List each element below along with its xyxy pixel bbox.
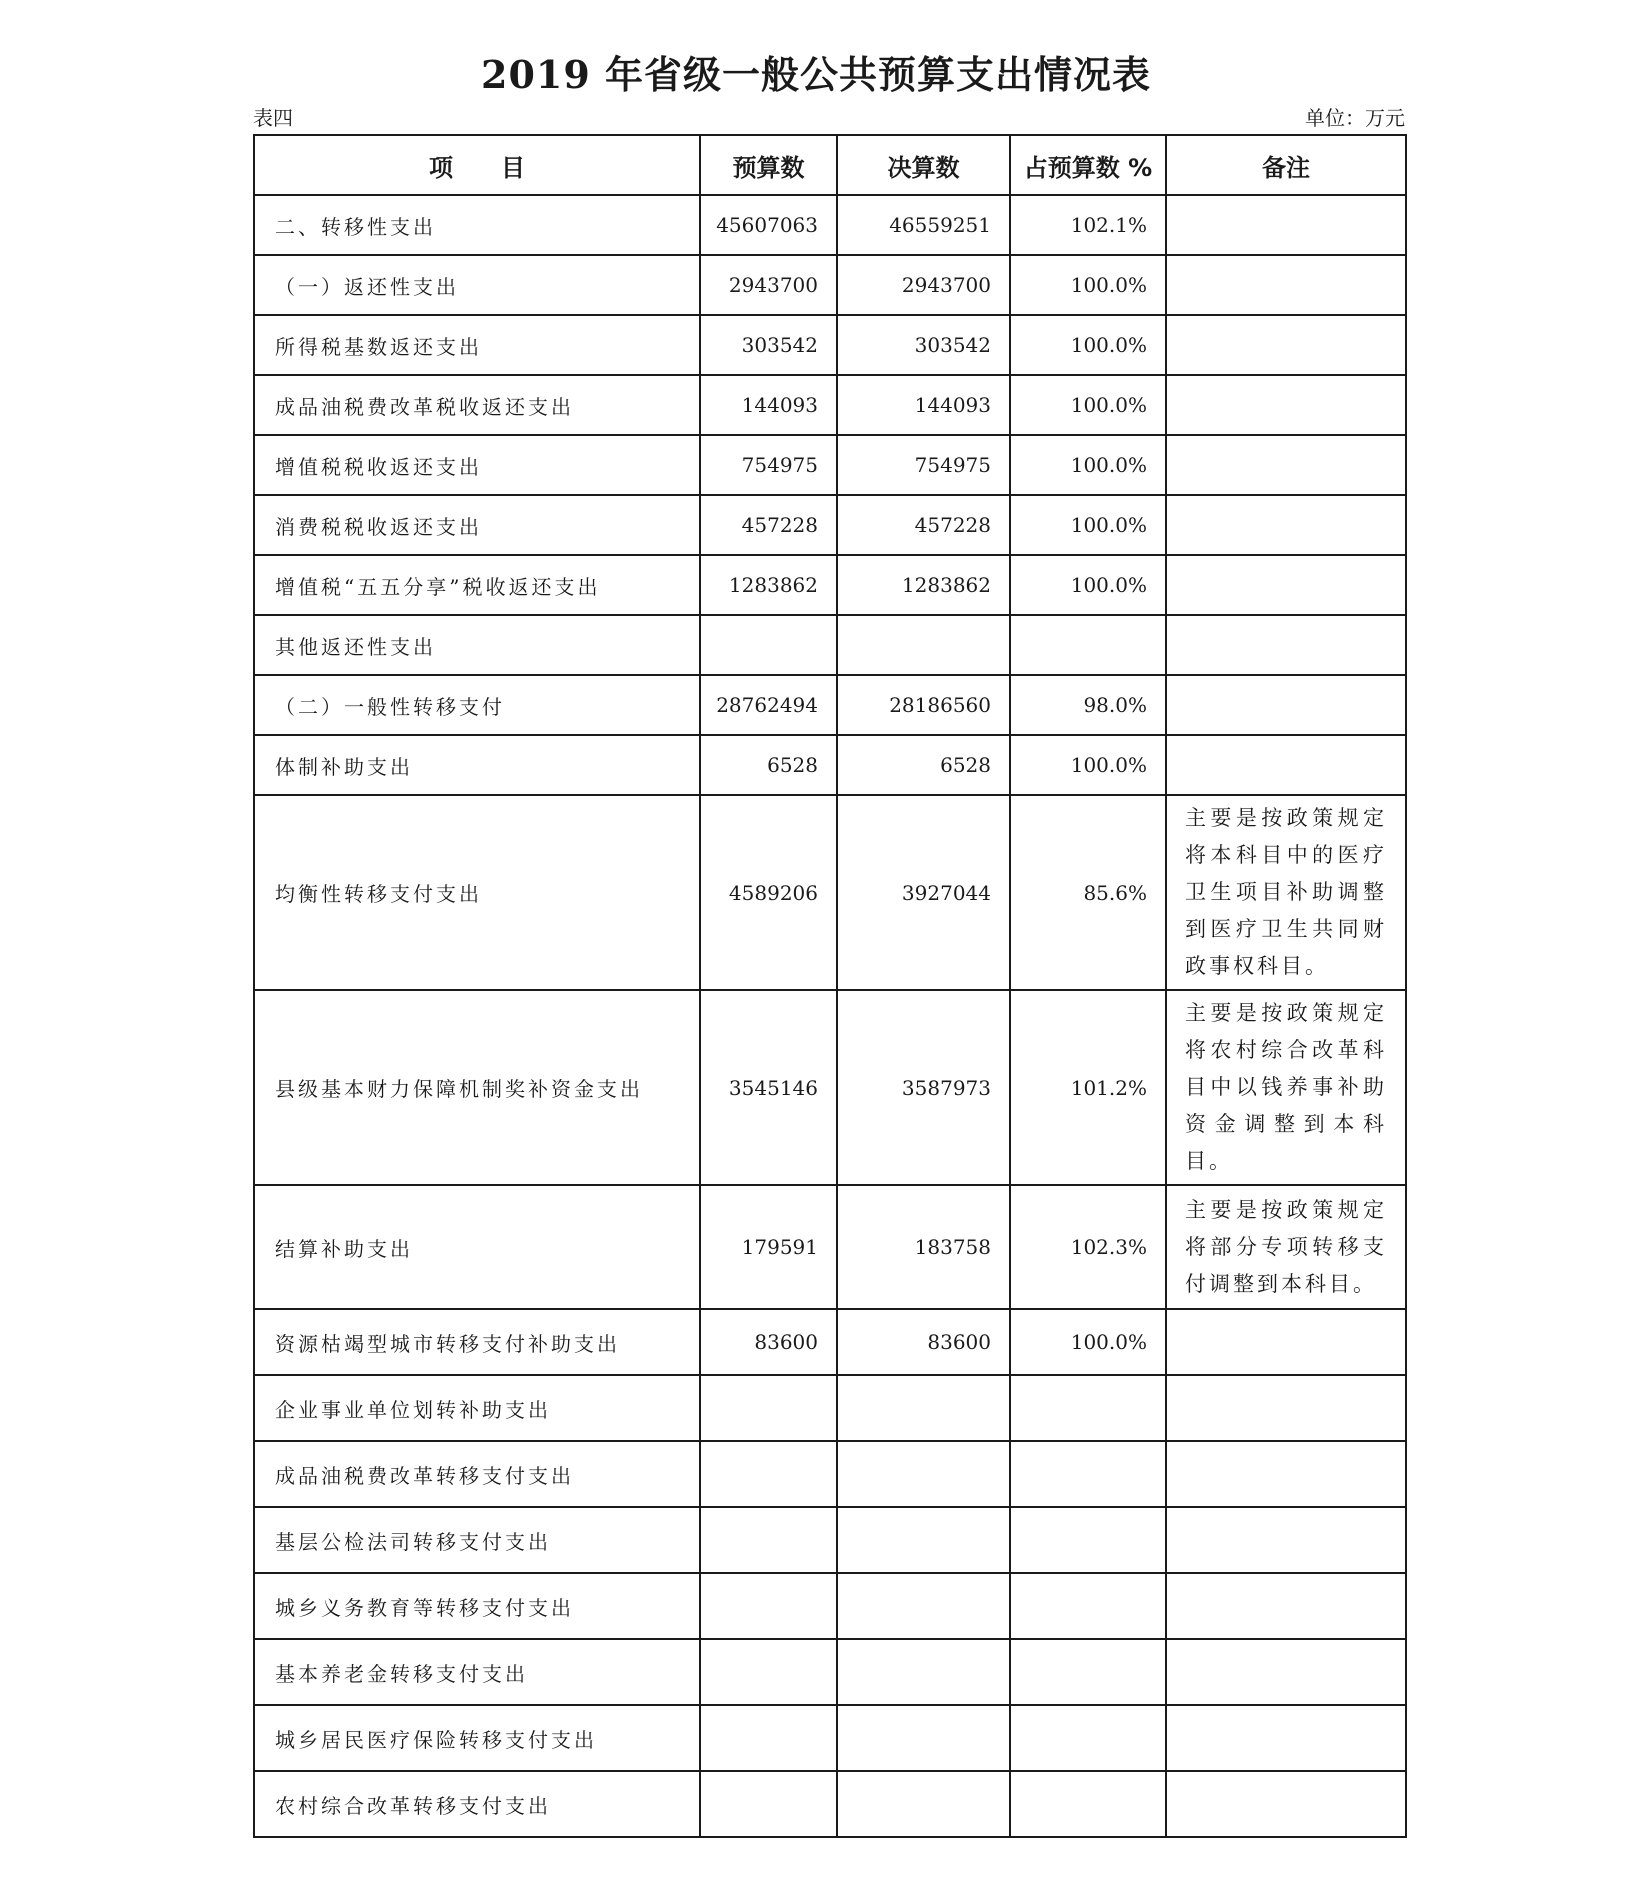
row-final: 1283862 [837,555,1010,615]
row-final: 144093 [837,375,1010,435]
table-row [254,615,1406,675]
row-final: 754975 [837,435,1010,495]
row-item: 基层公检法司转移支付支出 [254,1507,700,1573]
row-item: 城乡义务教育等转移支付支出 [254,1573,700,1639]
row-item: （一）返还性支出 [254,255,700,315]
row-note [1166,1309,1406,1375]
row-note: 主要是按政策规定将农村综合改革科目中以钱养事补助资金调整到本科目。 [1166,990,1406,1185]
row-note [1166,1507,1406,1573]
table-row [254,990,1406,1185]
row-note [1166,615,1406,675]
row-item: 增值税税收返还支出 [254,435,700,495]
table-row [254,1573,1406,1639]
row-ratio: 101.2% [1010,990,1166,1185]
row-final: 46559251 [837,195,1010,255]
table-row [254,735,1406,795]
row-final: 6528 [837,735,1010,795]
row-item: 县级基本财力保障机制奖补资金支出 [254,990,700,1185]
row-note: 主要是按政策规定将本科目中的医疗卫生项目补助调整到医疗卫生共同财政事权科目。 [1166,795,1406,990]
row-budget: 83600 [700,1309,837,1375]
row-ratio: 100.0% [1010,555,1166,615]
table-row [254,255,1406,315]
table-row [254,1639,1406,1705]
page-title: 2019 年省级一般公共预算支出情况表 [481,52,1151,97]
table-row [254,1441,1406,1507]
table-header-row [254,135,1406,195]
table-row [254,795,1406,990]
row-ratio: 100.0% [1010,735,1166,795]
row-budget [700,1771,837,1837]
row-budget: 6528 [700,735,837,795]
row-item: 成品油税费改革税收返还支出 [254,375,700,435]
row-budget: 3545146 [700,990,837,1185]
row-final [837,1573,1010,1639]
row-budget [700,1639,837,1705]
row-final: 83600 [837,1309,1010,1375]
table-row [254,495,1406,555]
row-ratio: 100.0% [1010,495,1166,555]
row-ratio: 85.6% [1010,795,1166,990]
row-budget: 457228 [700,495,837,555]
table-row [254,195,1406,255]
row-ratio [1010,1705,1166,1771]
row-ratio [1010,615,1166,675]
table-label: 表四 [253,106,293,130]
row-ratio [1010,1441,1166,1507]
row-budget: 754975 [700,435,837,495]
row-item: 企业事业单位划转补助支出 [254,1375,700,1441]
row-budget [700,1507,837,1573]
row-ratio [1010,1573,1166,1639]
row-final [837,615,1010,675]
row-note [1166,1639,1406,1705]
table-row [254,1507,1406,1573]
row-budget: 144093 [700,375,837,435]
row-note [1166,495,1406,555]
row-item: 均衡性转移支付支出 [254,795,700,990]
row-ratio: 100.0% [1010,375,1166,435]
row-item: 农村综合改革转移支付支出 [254,1771,700,1837]
row-note [1166,195,1406,255]
row-final: 183758 [837,1185,1010,1309]
unit-label: 单位：万元 [1305,106,1405,130]
header-item: 项 目 [254,135,700,195]
row-budget [700,615,837,675]
row-final: 3927044 [837,795,1010,990]
row-final [837,1375,1010,1441]
row-ratio: 100.0% [1010,315,1166,375]
row-final [837,1639,1010,1705]
row-budget: 1283862 [700,555,837,615]
row-ratio [1010,1639,1166,1705]
row-item: （二）一般性转移支付 [254,675,700,735]
table-row [254,1771,1406,1837]
header-final: 决算数 [837,135,1010,195]
table-row [254,1375,1406,1441]
row-note [1166,1441,1406,1507]
row-item: 资源枯竭型城市转移支付补助支出 [254,1309,700,1375]
row-item: 城乡居民医疗保险转移支付支出 [254,1705,700,1771]
row-note [1166,1573,1406,1639]
table-row [254,1309,1406,1375]
row-item: 体制补助支出 [254,735,700,795]
row-ratio: 98.0% [1010,675,1166,735]
row-item: 消费税税收返还支出 [254,495,700,555]
row-note [1166,315,1406,375]
table-row [254,375,1406,435]
row-final: 303542 [837,315,1010,375]
row-final: 28186560 [837,675,1010,735]
row-ratio: 100.0% [1010,435,1166,495]
row-note [1166,1705,1406,1771]
table-row [254,675,1406,735]
row-note [1166,735,1406,795]
row-budget: 2943700 [700,255,837,315]
row-item: 所得税基数返还支出 [254,315,700,375]
row-budget [700,1375,837,1441]
row-budget [700,1573,837,1639]
row-ratio [1010,1771,1166,1837]
row-budget [700,1705,837,1771]
table-row [254,435,1406,495]
row-ratio [1010,1375,1166,1441]
table-row [254,555,1406,615]
table-row [254,315,1406,375]
row-ratio: 100.0% [1010,1309,1166,1375]
row-final: 457228 [837,495,1010,555]
row-ratio: 102.3% [1010,1185,1166,1309]
budget-table [253,134,1407,1838]
header-ratio: 占预算数 % [1010,135,1166,195]
row-budget: 179591 [700,1185,837,1309]
row-final [837,1705,1010,1771]
header-note: 备注 [1166,135,1406,195]
row-item: 成品油税费改革转移支付支出 [254,1441,700,1507]
row-ratio [1010,1507,1166,1573]
row-note [1166,675,1406,735]
row-item: 其他返还性支出 [254,615,700,675]
row-final [837,1441,1010,1507]
row-note [1166,1375,1406,1441]
row-note [1166,555,1406,615]
row-item: 二、转移性支出 [254,195,700,255]
row-budget: 303542 [700,315,837,375]
row-ratio: 102.1% [1010,195,1166,255]
row-ratio: 100.0% [1010,255,1166,315]
row-note [1166,375,1406,435]
table-row [254,1705,1406,1771]
row-budget [700,1441,837,1507]
row-item: 结算补助支出 [254,1185,700,1309]
row-note [1166,435,1406,495]
row-budget: 4589206 [700,795,837,990]
row-final [837,1507,1010,1573]
row-budget: 28762494 [700,675,837,735]
row-note: 主要是按政策规定将部分专项转移支付调整到本科目。 [1166,1185,1406,1309]
row-budget: 45607063 [700,195,837,255]
row-note [1166,1771,1406,1837]
row-final: 3587973 [837,990,1010,1185]
header-budget: 预算数 [700,135,837,195]
row-item: 基本养老金转移支付支出 [254,1639,700,1705]
row-note [1166,255,1406,315]
row-item: 增值税“五五分享”税收返还支出 [254,555,700,615]
row-final [837,1771,1010,1837]
table-row [254,1185,1406,1309]
row-final: 2943700 [837,255,1010,315]
